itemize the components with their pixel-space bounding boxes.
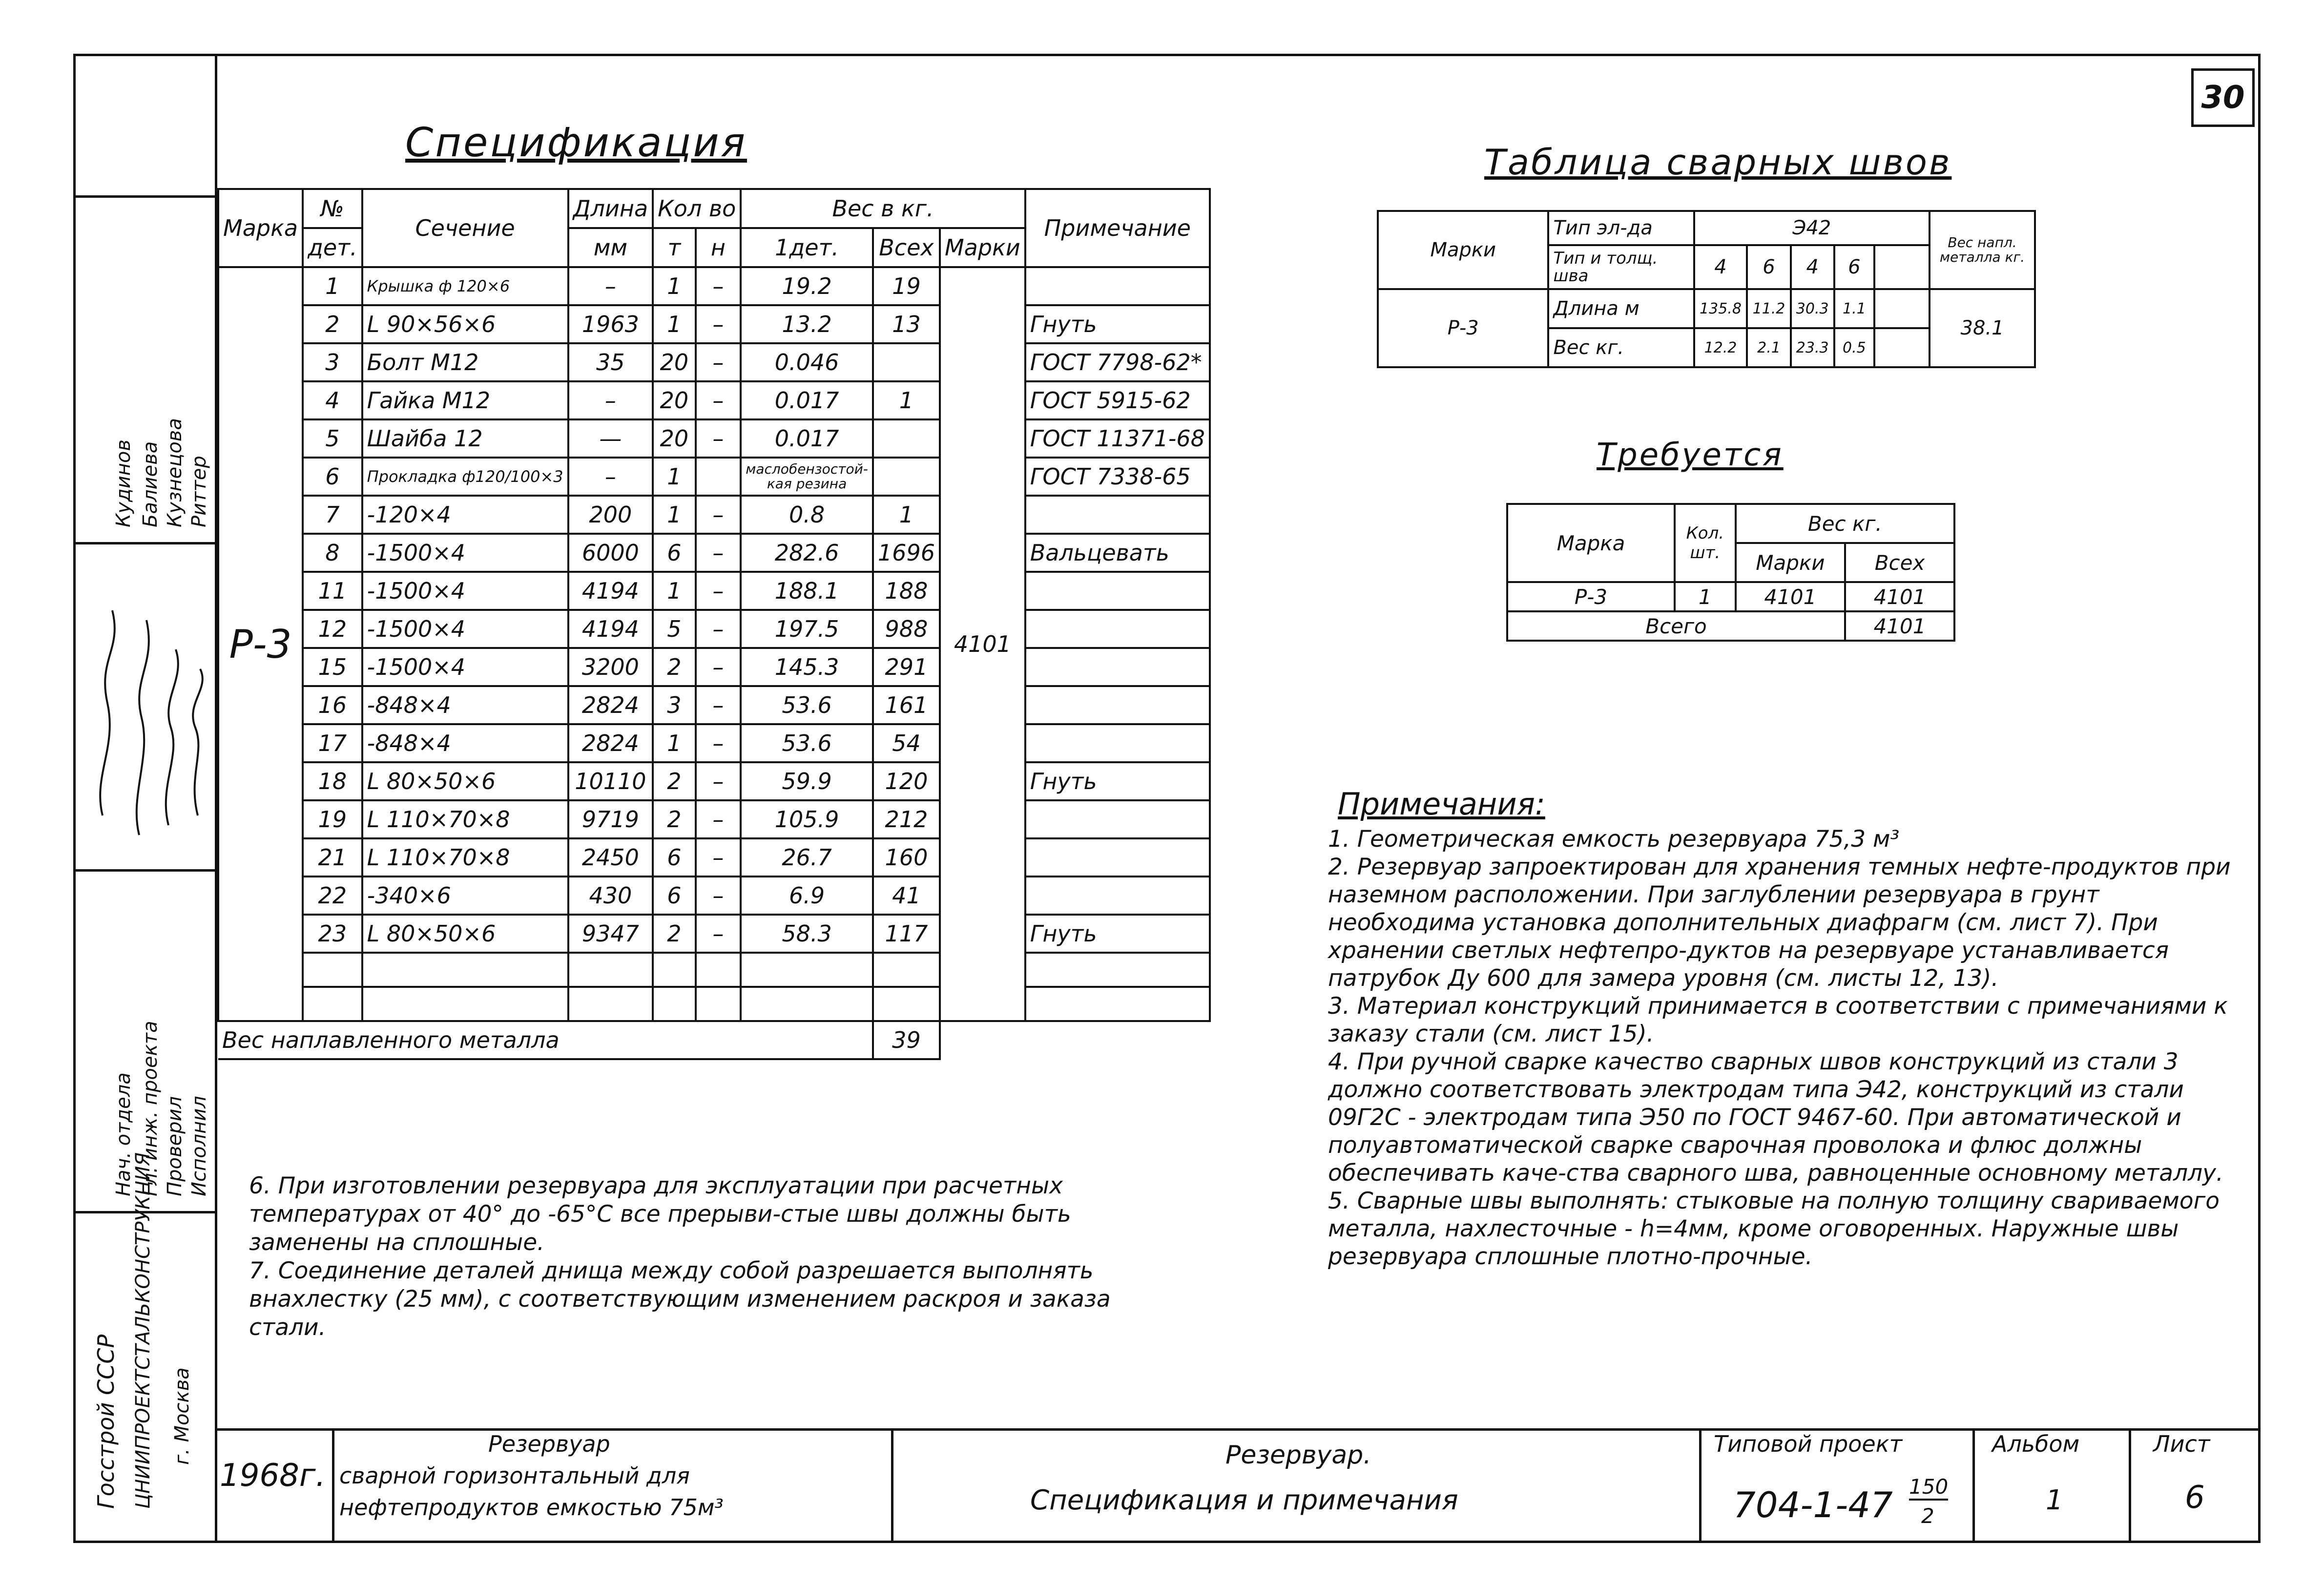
spec-note [1025, 572, 1210, 610]
spec-weight-all: 160 [873, 838, 940, 876]
name-label: Кудинов [112, 439, 135, 527]
spec-qty-n [696, 458, 741, 496]
spec-note [1025, 648, 1210, 686]
spec-weight-det: 53.6 [741, 686, 873, 724]
spec-note [1025, 686, 1210, 724]
spec-weight-all: 41 [873, 876, 940, 915]
welds-table [1377, 210, 2036, 368]
spec-length: 10110 [568, 762, 653, 800]
required-total: 4101 [1845, 611, 1954, 641]
spec-note: Гнуть [1025, 305, 1210, 343]
col-mark: Марка [218, 189, 303, 267]
spec-section: L 90×56×6 [362, 305, 568, 343]
col-det: дет. [303, 228, 362, 267]
welds-mark-header: Марки [1378, 211, 1548, 289]
col-weight-det: 1дет. [741, 228, 873, 267]
spec-length: 9347 [568, 915, 653, 953]
spec-det: 12 [303, 610, 362, 648]
spec-qty-n: – [696, 915, 741, 953]
spec-qty-n: – [696, 762, 741, 800]
col-length-unit: мм [568, 228, 653, 267]
spec-note: ГОСТ 7798-62* [1025, 343, 1210, 381]
electrode-type-label: Тип эл-да [1548, 211, 1694, 245]
spec-qty-n: – [696, 496, 741, 534]
spec-section: L 80×50×6 [362, 915, 568, 953]
spec-det: 15 [303, 648, 362, 686]
spec-length: 200 [568, 496, 653, 534]
spec-qty-n: – [696, 648, 741, 686]
col-weight-mark: Марки [940, 228, 1025, 267]
name-label: Кузнецова [164, 418, 186, 527]
spec-weight-det: 0.046 [741, 343, 873, 381]
weld-length: 1.1 [1834, 289, 1874, 328]
table-row [218, 381, 1210, 419]
table-row [218, 762, 1210, 800]
spec-det: 2 [303, 305, 362, 343]
weld-weight: 12.2 [1694, 328, 1747, 367]
spec-weight-all [873, 343, 940, 381]
spec-weight-det: 6.9 [741, 876, 873, 915]
spec-qty-t: 6 [653, 838, 695, 876]
sheet-title: Резервуар. [1225, 1440, 1371, 1470]
table-row [218, 686, 1210, 724]
spec-qty-n: – [696, 534, 741, 572]
spec-weight-det: 145.3 [741, 648, 873, 686]
spec-weight-det: 188.1 [741, 572, 873, 610]
stamp-year: 1968г. [220, 1458, 326, 1494]
spec-det: 7 [303, 496, 362, 534]
signatures [73, 542, 217, 869]
sheet-value: 6 [2185, 1480, 2205, 1516]
spec-det: 22 [303, 876, 362, 915]
spec-note: Гнуть [1025, 915, 1210, 953]
spec-table [217, 188, 1211, 1060]
required-total-label: Всего [1507, 611, 1845, 641]
sheet-title: Спецификация и примечания [1030, 1484, 1458, 1516]
spec-qty-t: 2 [653, 800, 695, 838]
spec-qty-t: 20 [653, 419, 695, 458]
spec-qty-t: 1 [653, 305, 695, 343]
typical-project-value: 704-1-47 [1733, 1484, 1893, 1525]
spec-qty-t: 1 [653, 496, 695, 534]
note-item: 2. Резервуар запроектирован для хранения темных нефте-продуктов при наземном расположении. При заглублении резервуара в грунт необходима установка дополнительных диафрагм (см. лист 7). При хранении светлых нефтепро-дуктов на резервуаре устанавливается патрубок Ду 600 для замера уровня (см. листы 12, 13). [1328, 854, 2231, 992]
table-row [218, 305, 1210, 343]
name-label: Балиева [139, 441, 162, 527]
spec-weight-det: 0.017 [741, 419, 873, 458]
side-divider [73, 869, 217, 872]
seam-size: 4 [1791, 245, 1834, 289]
weld-total: 38.1 [1930, 289, 2035, 367]
spec-det: 23 [303, 915, 362, 953]
stamp-divider [1972, 1428, 1975, 1543]
side-city: г. Москва [171, 1367, 193, 1465]
spec-weight-all [873, 419, 940, 458]
required-qty-header: Кол. шт. [1675, 504, 1736, 582]
seam-type-label: Тип и толщ. шва [1548, 245, 1694, 289]
spec-length: 2824 [568, 686, 653, 724]
spec-qty-t: 1 [653, 267, 695, 305]
spec-section: Крышка ф 120×6 [362, 267, 568, 305]
spec-weight-all: 1696 [873, 534, 940, 572]
spec-det: 3 [303, 343, 362, 381]
weld-weight: 0.5 [1834, 328, 1874, 367]
table-row [218, 496, 1210, 534]
spec-qty-n: – [696, 381, 741, 419]
col-section: Сечение [362, 189, 568, 267]
table-row [218, 419, 1210, 458]
notes-title: Примечания: [1338, 786, 1545, 822]
table-row [218, 648, 1210, 686]
spec-note [1025, 496, 1210, 534]
note-item: 5. Сварные швы выполнять: стыковые на полную толщину свариваемого металла, нахлесточные - h=4мм, кроме оговоренных. Наружные швы резервуара сплошные плотно-прочные. [1328, 1188, 2220, 1270]
spec-section: -1500×4 [362, 534, 568, 572]
spec-mark: Р-3 [218, 267, 303, 1021]
spec-section: -120×4 [362, 496, 568, 534]
spec-weight-det: 53.6 [741, 724, 873, 762]
spec-det: 1 [303, 267, 362, 305]
spec-weight-all: 54 [873, 724, 940, 762]
spec-weight-all: 291 [873, 648, 940, 686]
spec-qty-t: 1 [653, 724, 695, 762]
spec-weight-all: 13 [873, 305, 940, 343]
note-item: 3. Материал конструкций принимается в соответствии с примечаниями к заказу стали (см. лист 15). [1328, 993, 2228, 1047]
spec-weight-det: 197.5 [741, 610, 873, 648]
spec-qty-n: – [696, 610, 741, 648]
spec-section: Болт М12 [362, 343, 568, 381]
seam-size: 6 [1834, 245, 1874, 289]
spec-note: ГОСТ 5915-62 [1025, 381, 1210, 419]
spec-qty-t: 3 [653, 686, 695, 724]
spec-weight-det: 0.017 [741, 381, 873, 419]
spec-weight-all [873, 458, 940, 496]
table-row [218, 610, 1210, 648]
weld-length: 30.3 [1791, 289, 1834, 328]
spec-qty-t: 1 [653, 458, 695, 496]
spec-weight-det: 282.6 [741, 534, 873, 572]
spec-qty-n: – [696, 343, 741, 381]
weld-length: 135.8 [1694, 289, 1747, 328]
spec-length: 1963 [568, 305, 653, 343]
required-mark-weight: 4101 [1736, 582, 1845, 611]
side-divider [73, 1211, 217, 1213]
spec-qty-n: – [696, 305, 741, 343]
sheet-number: 30 [2191, 68, 2255, 127]
spec-length: 430 [568, 876, 653, 915]
spec-note [1025, 724, 1210, 762]
seam-size: 6 [1747, 245, 1790, 289]
spec-weight-all: 1 [873, 381, 940, 419]
spec-note [1025, 267, 1210, 305]
spec-weight-det: 13.2 [741, 305, 873, 343]
spec-weight-all: 212 [873, 800, 940, 838]
weld-length: 11.2 [1747, 289, 1790, 328]
table-row [218, 572, 1210, 610]
sheet-label: Лист [2153, 1431, 2210, 1457]
spec-note [1025, 800, 1210, 838]
table-row [218, 876, 1210, 915]
spec-weight-det: маслобензостой-кая резина [741, 458, 873, 496]
spec-weight-all: 120 [873, 762, 940, 800]
spec-section: L 110×70×8 [362, 800, 568, 838]
spec-weight-all: 988 [873, 610, 940, 648]
weld-weight: 23.3 [1791, 328, 1834, 367]
table-row [218, 800, 1210, 838]
spec-qty-t: 2 [653, 915, 695, 953]
typical-project-label: Типовой проект [1714, 1431, 1903, 1457]
note-item: 1. Геометрическая емкость резервуара 75,3 м³ [1328, 826, 1900, 853]
spec-length: 35 [568, 343, 653, 381]
spec-det: 21 [303, 838, 362, 876]
typical-project-frac-top: 150 [1909, 1475, 1948, 1501]
stamp-divider [332, 1428, 334, 1543]
spec-qty-t: 5 [653, 610, 695, 648]
side-divider [73, 195, 217, 198]
spec-qty-t: 20 [653, 343, 695, 381]
col-weight-all: Всех [873, 228, 940, 267]
spec-det: 5 [303, 419, 362, 458]
spec-qty-n: – [696, 267, 741, 305]
col-qty-t: т [653, 228, 695, 267]
col-note: Примечание [1025, 189, 1210, 267]
notes-list [1328, 825, 2246, 1271]
spec-qty-t: 20 [653, 381, 695, 419]
spec-section: Прокладка ф120/100×3 [362, 458, 568, 496]
spec-det: 18 [303, 762, 362, 800]
welds-mark: Р-3 [1378, 289, 1548, 367]
spec-weight-all: 19 [873, 267, 940, 305]
role-label: Нач. отдела [112, 1072, 135, 1196]
required-weight-header: Вес кг. [1736, 504, 1954, 543]
note-item: 4. При ручной сварке качество сварных швов конструкций из стали 3 должно соответствовать электродам типа Э42, конструкций из стали 09Г2С - электродам типа Э50 по ГОСТ 9467-60. При автоматической и полуавтоматической сварке сварочная проволока и флюс должны обеспечивать каче-ства сварного шва, равноценные основному металлу. [1328, 1048, 2223, 1187]
spec-weight-all: 161 [873, 686, 940, 724]
spec-qty-n: – [696, 838, 741, 876]
required-table [1506, 503, 1955, 642]
required-all: 4101 [1845, 582, 1954, 611]
spec-det: 11 [303, 572, 362, 610]
spec-section: Гайка М12 [362, 381, 568, 419]
stamp-divider [891, 1428, 893, 1543]
weld-metal-label: Вес наплавленного металла [218, 1021, 873, 1059]
table-row [218, 724, 1210, 762]
album-label: Альбом [1992, 1431, 2080, 1457]
required-mark-weight-header: Марки [1736, 543, 1845, 582]
spec-det: 16 [303, 686, 362, 724]
required-all-header: Всех [1845, 543, 1954, 582]
weld-weight: 2.1 [1747, 328, 1790, 367]
spec-note: ГОСТ 7338-65 [1025, 458, 1210, 496]
spec-qty-t: 2 [653, 762, 695, 800]
table-row [218, 838, 1210, 876]
required-qty: 1 [1675, 582, 1736, 611]
weld-metal-value: 39 [873, 1021, 940, 1059]
spec-section: -848×4 [362, 724, 568, 762]
empty-row [218, 987, 1210, 1021]
spec-weight-det: 0.8 [741, 496, 873, 534]
spec-weight-det: 59.9 [741, 762, 873, 800]
spec-qty-t: 6 [653, 876, 695, 915]
stamp-divider [1699, 1428, 1702, 1543]
required-mark: Р-3 [1507, 582, 1675, 611]
spec-det: 8 [303, 534, 362, 572]
side-org: Госстрой СССР [93, 1334, 119, 1509]
weld-metal-header: Вес напл. металла кг. [1930, 211, 2035, 289]
spec-length: 6000 [568, 534, 653, 572]
spec-note: Гнуть [1025, 762, 1210, 800]
stamp-object: сварной горизонтальный для [339, 1462, 690, 1489]
length-label: Длина м [1548, 289, 1694, 328]
spec-qty-t: 2 [653, 648, 695, 686]
spec-section: Шайба 12 [362, 419, 568, 458]
spec-section: -1500×4 [362, 572, 568, 610]
note-item: 7. Соединение деталей днища между собой разрешается выполнять внахлестку (25 мм), с соответствующим изменением раскроя и заказа стали. [249, 1257, 1111, 1341]
spec-length: 2824 [568, 724, 653, 762]
spec-section: -1500×4 [362, 648, 568, 686]
stamp-object: Резервуар [488, 1431, 610, 1457]
spec-note [1025, 610, 1210, 648]
col-det-no: № [303, 189, 362, 228]
album-value: 1 [2046, 1484, 2063, 1516]
col-qty: Кол во [653, 189, 741, 228]
spec-length: – [568, 381, 653, 419]
role-label: Исполнил [188, 1096, 210, 1196]
spec-weight-det: 105.9 [741, 800, 873, 838]
table-row [218, 343, 1210, 381]
spec-qty-n: – [696, 419, 741, 458]
typical-project-frac-bottom: 2 [1921, 1504, 1934, 1528]
notes-list-left [249, 1172, 1177, 1342]
spec-qty-n: – [696, 876, 741, 915]
table-row [218, 915, 1210, 953]
spec-weight-all: 1 [873, 496, 940, 534]
seam-size: 4 [1694, 245, 1747, 289]
spec-section: -848×4 [362, 686, 568, 724]
col-qty-n: н [696, 228, 741, 267]
spec-det: 19 [303, 800, 362, 838]
required-title: Требуется [1597, 437, 1784, 473]
spec-length: 4194 [568, 610, 653, 648]
spec-note [1025, 838, 1210, 876]
spec-mark-weight: 4101 [940, 267, 1025, 1021]
col-length: Длина [568, 189, 653, 228]
spec-note: ГОСТ 11371-68 [1025, 419, 1210, 458]
spec-det: 17 [303, 724, 362, 762]
spec-length: – [568, 267, 653, 305]
spec-qty-n: – [696, 724, 741, 762]
stamp-object: нефтепродуктов емкостью 75м³ [339, 1494, 724, 1521]
side-org-name: ЦНИИПРОЕКТСТАЛЬКОНСТРУКЦИЯ [132, 1152, 154, 1509]
note-item: 6. При изготовлении резервуара для эксплуатации при расчетных температурах от 40° до -65°С все прерыви-стые швы должны быть заменены на сплошные. [249, 1172, 1071, 1256]
col-weight: Вес в кг. [741, 189, 1025, 228]
spec-length: 3200 [568, 648, 653, 686]
table-row [218, 458, 1210, 496]
spec-qty-n: – [696, 800, 741, 838]
electrode-type-value: Э42 [1694, 211, 1930, 245]
spec-det: 4 [303, 381, 362, 419]
welds-title: Таблица сварных швов [1484, 142, 1952, 183]
stamp-divider [2129, 1428, 2131, 1543]
spec-qty-t: 6 [653, 534, 695, 572]
spec-length: — [568, 419, 653, 458]
spec-qty-n: – [696, 572, 741, 610]
spec-weight-all: 188 [873, 572, 940, 610]
spec-det: 6 [303, 458, 362, 496]
spec-length: – [568, 458, 653, 496]
weight-label: Вес кг. [1548, 328, 1694, 367]
table-row [218, 534, 1210, 572]
spec-length: 9719 [568, 800, 653, 838]
spec-qty-n: – [696, 686, 741, 724]
spec-note: Вальцевать [1025, 534, 1210, 572]
role-label: Проверил [164, 1096, 186, 1196]
empty-row [218, 953, 1210, 987]
spec-section: L 80×50×6 [362, 762, 568, 800]
spec-length: 2450 [568, 838, 653, 876]
spec-length: 4194 [568, 572, 653, 610]
spec-section: -340×6 [362, 876, 568, 915]
required-mark-header: Марка [1507, 504, 1675, 582]
table-row [218, 267, 1210, 305]
spec-weight-det: 58.3 [741, 915, 873, 953]
spec-weight-all: 117 [873, 915, 940, 953]
spec-section: L 110×70×8 [362, 838, 568, 876]
spec-section: -1500×4 [362, 610, 568, 648]
spec-weight-det: 26.7 [741, 838, 873, 876]
spec-note [1025, 876, 1210, 915]
name-label: Риттер [188, 456, 210, 527]
spec-title: Спецификация [405, 120, 747, 166]
spec-weight-det: 19.2 [741, 267, 873, 305]
spec-qty-t: 1 [653, 572, 695, 610]
role-label: Гл. инж. проекта [139, 1021, 162, 1196]
